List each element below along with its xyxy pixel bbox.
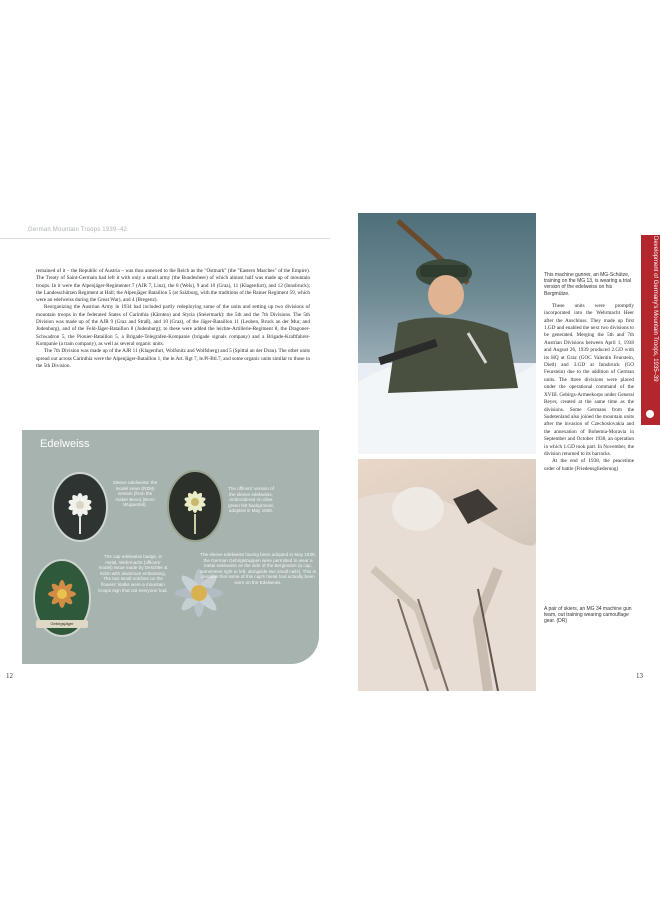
page-number-right: 13 <box>636 672 643 680</box>
sidebar-title: Edelweiss <box>40 438 90 450</box>
left-paragraph-3: The 7th Division was made up of the AJR 11 (Klagenfurt, Wolfsnitz and Wolfsberg) and 5 (Spittal an der Drau). The other units spread out across Carinthia were the Alpenjäger-Bataillon 1, the le.Art. Rgt 7, le.Pi-Btl.7, and some organic units similar to those in the 5th Division. <box>36 348 310 369</box>
edelweiss-sidebar <box>22 430 319 664</box>
running-title: German Mountain Troops 1939–42 <box>28 227 128 233</box>
left-paragraph-1: remained of it – the Republic of Austria – was thus annexed to the Reich as the "Ostmark" (the "Eastern Marches" of the Empire). The Treaty of Saint-Germain had left it with only a small army (the Bundesheer) of which almost half was made up of mountain troops. In it were the Alpenjäger-Regimenter 7 (AJR 7, Linz), the 8 (Wels), 9 and 10 (Graz), 11 (Klagenfurt), and 12 (Innsbruck); the Landesschützen Regiment at Hall; the Alpenjäger Bataillon 5 (at Salzburg, with the traditions of the Rainer Regiment 59, which were an edelweiss during the Great War), and 4 (Bregenz). <box>36 268 310 304</box>
chapter-tab-label: Development of Germany's Mountain Troops, 1935–39 <box>652 236 658 382</box>
badge-ribbon-text: Gebirgsjäger <box>50 621 74 626</box>
officer-edelweiss-badge-image <box>167 470 223 542</box>
photo-caption-top: This machine gunner, an MG-Schütze, training on the MG 13, is wearing a trial version of the edelweiss on his Bergmütze. <box>544 272 631 297</box>
chapter-marker-icon <box>646 410 654 418</box>
sleeve-edelweiss-badge-image <box>52 472 108 542</box>
machine-gunner-photo <box>358 213 536 454</box>
caption-sleeve-edelweiss: Sleeve edelweiss: the model sewn (RZM) version (from the maker Bevo) (Bevo Wuppertal). <box>112 480 158 508</box>
caption-metal-edelweiss: The sleeve edelweiss having been adopted in May 1939, the German Gebirgstruppen were permitted to wear a metal edelweiss on the side of the Bergmütze (a cap, sometimes right or left, alongside two small nails). This is possible that some of this cap's metal had actually been worn on the Edelweiss. <box>200 552 316 585</box>
left-paragraph-2: Reorganizing the Austrian Army in 1934 had included partly redeploying some of the units and setting up two divisions of mountain troops in the federated States of Carinthia (Kärnten) and Styria (Steiermark): the 5th and the 7th Divisions. The 5th Division was made up of the AJR 9 (Graz and Straß), and 10 (Graz), of the Jäger-Bataillon 11 (Leoben, Bruck an der Mur, and Judenburg), and of the Feld-Jäger-Bataillon 8 (Judenburg); to these were added the leichte-Artillerie-Regiment 8, the Dragoner-Schwadron 5, the Pionier-Bataillon 5, a Brigade-Telegrafen-Kompanie (brigade signals company) and a Brigade-Kraftfahrer-Kompanie (a train company), as well as several organic units. <box>36 304 310 347</box>
left-page-body <box>36 268 310 370</box>
header-rule <box>0 238 330 239</box>
right-paragraph-1: These units were promptly incorporated into the Wehrmacht Heer after the Anschluss. They made up first 1.GD and enabled the next two divisions to be generated. Merging the 5th and 7th Austrian Divisions between April 1, 1938 and August 26, 1939 produced 2.GD with its HQ at Graz (GOC Valentin Feurstein, Dietl) and 3.GD at Innsbruck (GO Feurstein) due to the addition of German units. The three divisions were placed under the operational command of the XVIII. Gebirgs-Armeekorps under General Beyer, created at the same time as the divisions. Some Germans from the Sudetenland also joined the mountain units after the invasion of Czechoslovakia and the annexation of Bohemia-Moravia in September and October 1938, an operation in which 1.GD took part. In November, the division returned to its barracks. <box>544 302 634 457</box>
caption-officer-edelweiss: The officers' version of the sleeve edelweiss, embroidered on olive green felt background, adopted in May 1939. <box>228 486 274 514</box>
caption-cap-edelweiss: The cap edelweiss badge, in metal, Wehrmacht (officers' model) issue made by Deschler & Sohn with aluminum embossing. The two small notches on the flowers' stalks were a mountain troops sign that not everyone had. <box>98 554 168 593</box>
right-paragraph-2: At the end of 1938, the peacetime order of battle (Friedensgliederung) <box>544 458 634 472</box>
right-page-body <box>544 272 634 473</box>
skiers-illustration <box>358 459 536 691</box>
photo-caption-bottom: A pair of skiers, an MG 34 machine gun team, out training wearing camouflage gear. (DR) <box>544 606 632 625</box>
cap-edelweiss-badge-image <box>32 558 92 640</box>
machine-gunner-illustration <box>358 213 536 454</box>
page-number-left: 12 <box>6 672 13 680</box>
skiers-photo <box>358 459 536 691</box>
